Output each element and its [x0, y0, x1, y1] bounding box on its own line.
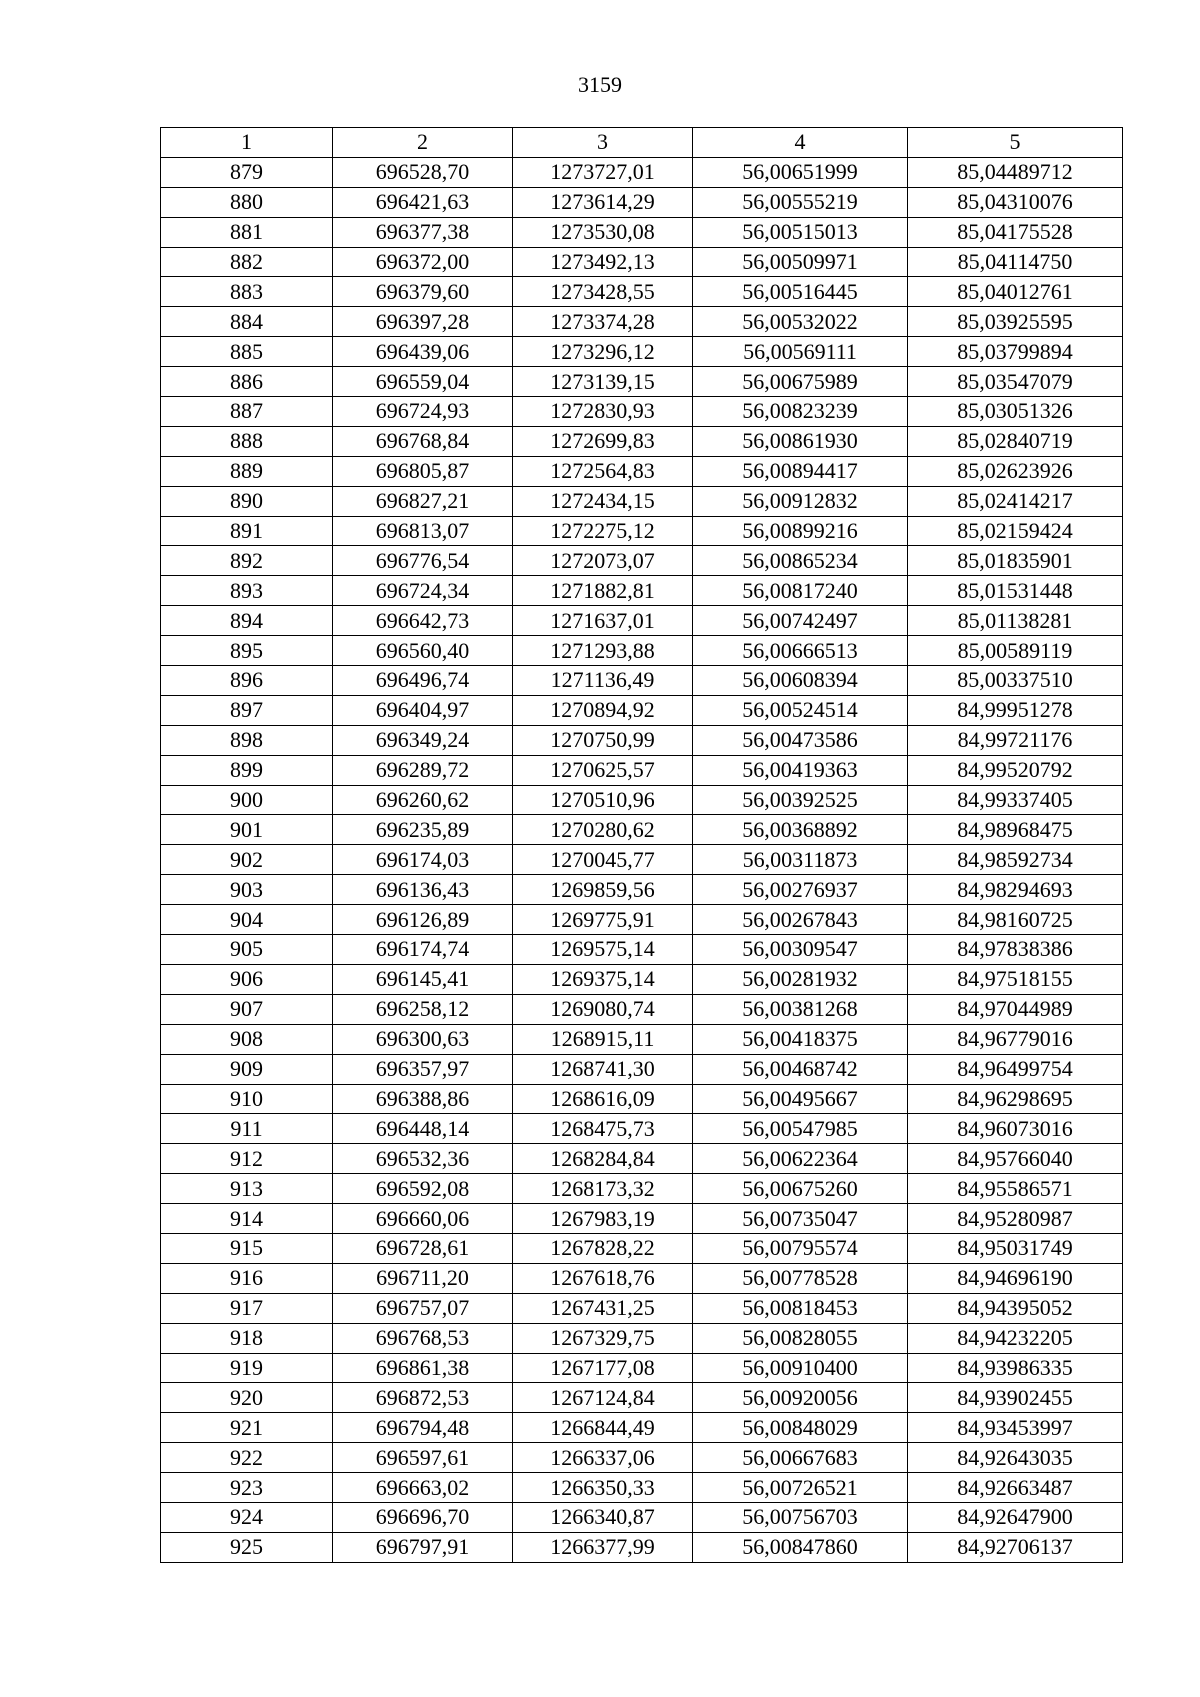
table-cell-col-4: 56,00418375 — [693, 1024, 908, 1054]
table-row — [161, 606, 1123, 636]
table-cell-col-1: 916 — [161, 1263, 333, 1293]
table-cell-col-5: 84,92647900 — [908, 1502, 1123, 1532]
table-cell-col-3: 1266337,06 — [513, 1443, 693, 1473]
table-row — [161, 1204, 1123, 1234]
table-cell-col-1: 924 — [161, 1502, 333, 1532]
table-cell-col-5: 84,93453997 — [908, 1413, 1123, 1443]
table-cell-col-5: 84,94696190 — [908, 1263, 1123, 1293]
table-row — [161, 725, 1123, 755]
table-cell-col-3: 1272564,83 — [513, 456, 693, 486]
table-cell-col-3: 1266340,87 — [513, 1502, 693, 1532]
table-cell-col-3: 1267124,84 — [513, 1383, 693, 1413]
table-cell-col-1: 910 — [161, 1084, 333, 1114]
table-cell-col-1: 922 — [161, 1443, 333, 1473]
table-cell-col-5: 85,02840719 — [908, 426, 1123, 456]
table-cell-col-5: 85,00589119 — [908, 636, 1123, 666]
table-cell-col-2: 696794,48 — [333, 1413, 513, 1443]
table-cell-col-2: 696861,38 — [333, 1353, 513, 1383]
table-cell-col-1: 914 — [161, 1204, 333, 1234]
table-cell-col-3: 1272830,93 — [513, 397, 693, 427]
table-cell-col-4: 56,00381268 — [693, 994, 908, 1024]
table-cell-col-4: 56,00281932 — [693, 964, 908, 994]
table-cell-col-4: 56,00848029 — [693, 1413, 908, 1443]
table-row — [161, 815, 1123, 845]
table-cell-col-2: 696136,43 — [333, 875, 513, 905]
table-row — [161, 217, 1123, 247]
table-cell-col-4: 56,00675260 — [693, 1174, 908, 1204]
table-cell-col-5: 84,98294693 — [908, 875, 1123, 905]
table-row — [161, 277, 1123, 307]
table-row — [161, 964, 1123, 994]
table-cell-col-4: 56,00547985 — [693, 1114, 908, 1144]
table-cell-col-5: 84,96779016 — [908, 1024, 1123, 1054]
table-cell-col-2: 696126,89 — [333, 905, 513, 935]
table-cell-col-3: 1269859,56 — [513, 875, 693, 905]
table-row — [161, 785, 1123, 815]
table-cell-col-4: 56,00861930 — [693, 426, 908, 456]
table-cell-col-1: 921 — [161, 1413, 333, 1443]
table-cell-col-3: 1270510,96 — [513, 785, 693, 815]
table-cell-col-5: 84,95586571 — [908, 1174, 1123, 1204]
table-cell-col-2: 696448,14 — [333, 1114, 513, 1144]
table-cell-col-3: 1272434,15 — [513, 486, 693, 516]
table-cell-col-5: 84,96298695 — [908, 1084, 1123, 1114]
table-row — [161, 1174, 1123, 1204]
table-row — [161, 247, 1123, 277]
table-cell-col-2: 696813,07 — [333, 516, 513, 546]
table-cell-col-4: 56,00817240 — [693, 576, 908, 606]
table-cell-col-2: 696439,06 — [333, 337, 513, 367]
table-cell-col-1: 899 — [161, 755, 333, 785]
table-cell-col-1: 915 — [161, 1233, 333, 1263]
table-cell-col-1: 897 — [161, 695, 333, 725]
table-row — [161, 1353, 1123, 1383]
table-cell-col-3: 1273428,55 — [513, 277, 693, 307]
column-header-5: 5 — [908, 128, 1123, 158]
table-cell-col-3: 1271293,88 — [513, 636, 693, 666]
table-row — [161, 1323, 1123, 1353]
table-cell-col-4: 56,00675989 — [693, 367, 908, 397]
table-cell-col-3: 1267329,75 — [513, 1323, 693, 1353]
table-cell-col-1: 894 — [161, 606, 333, 636]
table-cell-col-2: 696827,21 — [333, 486, 513, 516]
table-cell-col-2: 696660,06 — [333, 1204, 513, 1234]
table-row — [161, 576, 1123, 606]
table-cell-col-5: 85,01531448 — [908, 576, 1123, 606]
table-cell-col-1: 911 — [161, 1114, 333, 1144]
table-row — [161, 456, 1123, 486]
table-cell-col-5: 84,96073016 — [908, 1114, 1123, 1144]
table-cell-col-1: 901 — [161, 815, 333, 845]
table-cell-col-2: 696797,91 — [333, 1532, 513, 1562]
table-cell-col-4: 56,00495667 — [693, 1084, 908, 1114]
table-row — [161, 486, 1123, 516]
table-row — [161, 1473, 1123, 1503]
table-cell-col-2: 696768,53 — [333, 1323, 513, 1353]
table-row — [161, 397, 1123, 427]
table-cell-col-2: 696528,70 — [333, 157, 513, 187]
table-cell-col-4: 56,00912832 — [693, 486, 908, 516]
table-cell-col-3: 1268741,30 — [513, 1054, 693, 1084]
table-cell-col-5: 85,03799894 — [908, 337, 1123, 367]
table-cell-col-2: 696357,97 — [333, 1054, 513, 1084]
table-row — [161, 695, 1123, 725]
table-cell-col-4: 56,00795574 — [693, 1233, 908, 1263]
table-cell-col-3: 1269575,14 — [513, 935, 693, 965]
table-cell-col-1: 893 — [161, 576, 333, 606]
table-cell-col-2: 696532,36 — [333, 1144, 513, 1174]
table-cell-col-2: 696642,73 — [333, 606, 513, 636]
table-cell-col-1: 919 — [161, 1353, 333, 1383]
table-cell-col-4: 56,00524514 — [693, 695, 908, 725]
table-cell-col-1: 904 — [161, 905, 333, 935]
table-cell-col-3: 1271136,49 — [513, 666, 693, 696]
table-cell-col-2: 696560,40 — [333, 636, 513, 666]
table-row — [161, 516, 1123, 546]
table-cell-col-3: 1267828,22 — [513, 1233, 693, 1263]
table-row — [161, 875, 1123, 905]
table-row — [161, 546, 1123, 576]
column-header-3: 3 — [513, 128, 693, 158]
table-cell-col-4: 56,00899216 — [693, 516, 908, 546]
table-header — [161, 128, 1123, 158]
table-cell-col-4: 56,00468742 — [693, 1054, 908, 1084]
table-cell-col-2: 696260,62 — [333, 785, 513, 815]
table-cell-col-2: 696728,61 — [333, 1233, 513, 1263]
table-cell-col-4: 56,00894417 — [693, 456, 908, 486]
table-cell-col-4: 56,00778528 — [693, 1263, 908, 1293]
table-row — [161, 1443, 1123, 1473]
table-cell-col-1: 908 — [161, 1024, 333, 1054]
table-cell-col-3: 1269775,91 — [513, 905, 693, 935]
table-cell-col-4: 56,00756703 — [693, 1502, 908, 1532]
table-cell-col-1: 902 — [161, 845, 333, 875]
table-cell-col-2: 696768,84 — [333, 426, 513, 456]
table-row — [161, 1383, 1123, 1413]
table-cell-col-3: 1268284,84 — [513, 1144, 693, 1174]
table-cell-col-2: 696145,41 — [333, 964, 513, 994]
table-cell-col-2: 696421,63 — [333, 187, 513, 217]
table-cell-col-2: 696397,28 — [333, 307, 513, 337]
table-cell-col-4: 56,00368892 — [693, 815, 908, 845]
table-cell-col-4: 56,00267843 — [693, 905, 908, 935]
table-cell-col-2: 696597,61 — [333, 1443, 513, 1473]
table-cell-col-3: 1273727,01 — [513, 157, 693, 187]
table-cell-col-5: 84,98968475 — [908, 815, 1123, 845]
table-cell-col-5: 84,99520792 — [908, 755, 1123, 785]
table-cell-col-4: 56,00569111 — [693, 337, 908, 367]
table-cell-col-4: 56,00516445 — [693, 277, 908, 307]
table-cell-col-4: 56,00419363 — [693, 755, 908, 785]
table-cell-col-5: 84,94232205 — [908, 1323, 1123, 1353]
column-header-2: 2 — [333, 128, 513, 158]
table-cell-col-1: 885 — [161, 337, 333, 367]
table-row — [161, 367, 1123, 397]
table-cell-col-5: 84,92706137 — [908, 1532, 1123, 1562]
table-cell-col-4: 56,00667683 — [693, 1443, 908, 1473]
table-cell-col-3: 1268616,09 — [513, 1084, 693, 1114]
table-row — [161, 1293, 1123, 1323]
table-cell-col-5: 84,97044989 — [908, 994, 1123, 1024]
table-cell-col-3: 1268173,32 — [513, 1174, 693, 1204]
table-cell-col-1: 917 — [161, 1293, 333, 1323]
table-row — [161, 994, 1123, 1024]
table-cell-col-2: 696388,86 — [333, 1084, 513, 1114]
table-cell-col-4: 56,00828055 — [693, 1323, 908, 1353]
table-cell-col-4: 56,00515013 — [693, 217, 908, 247]
table-cell-col-2: 696592,08 — [333, 1174, 513, 1204]
table-cell-col-1: 895 — [161, 636, 333, 666]
table-cell-col-5: 85,02623926 — [908, 456, 1123, 486]
table-cell-col-3: 1273530,08 — [513, 217, 693, 247]
table-cell-col-5: 84,97518155 — [908, 964, 1123, 994]
table-cell-col-1: 890 — [161, 486, 333, 516]
table-cell-col-3: 1272275,12 — [513, 516, 693, 546]
table-cell-col-5: 85,04489712 — [908, 157, 1123, 187]
table-cell-col-1: 892 — [161, 546, 333, 576]
table-cell-col-5: 84,93902455 — [908, 1383, 1123, 1413]
table-cell-col-5: 85,04012761 — [908, 277, 1123, 307]
table-row — [161, 1413, 1123, 1443]
table-cell-col-5: 85,01835901 — [908, 546, 1123, 576]
table-row — [161, 666, 1123, 696]
table-cell-col-4: 56,00726521 — [693, 1473, 908, 1503]
table-cell-col-5: 84,99337405 — [908, 785, 1123, 815]
table-row — [161, 1263, 1123, 1293]
table-cell-col-2: 696805,87 — [333, 456, 513, 486]
table-row — [161, 1024, 1123, 1054]
table-cell-col-4: 56,00920056 — [693, 1383, 908, 1413]
table-cell-col-2: 696696,70 — [333, 1502, 513, 1532]
table-cell-col-1: 883 — [161, 277, 333, 307]
table-cell-col-1: 906 — [161, 964, 333, 994]
table-cell-col-4: 56,00847860 — [693, 1532, 908, 1562]
table-row — [161, 1532, 1123, 1562]
table-cell-col-2: 696235,89 — [333, 815, 513, 845]
table-row — [161, 426, 1123, 456]
table-cell-col-3: 1266350,33 — [513, 1473, 693, 1503]
table-row — [161, 337, 1123, 367]
table-cell-col-2: 696174,74 — [333, 935, 513, 965]
table-cell-col-3: 1268915,11 — [513, 1024, 693, 1054]
table-cell-col-3: 1267177,08 — [513, 1353, 693, 1383]
table-cell-col-5: 85,02159424 — [908, 516, 1123, 546]
table-cell-col-4: 56,00608394 — [693, 666, 908, 696]
table-cell-col-4: 56,00392525 — [693, 785, 908, 815]
column-header-1: 1 — [161, 128, 333, 158]
table-cell-col-5: 84,95280987 — [908, 1204, 1123, 1234]
table-cell-col-2: 696776,54 — [333, 546, 513, 576]
table-cell-col-4: 56,00473586 — [693, 725, 908, 755]
table-cell-col-3: 1268475,73 — [513, 1114, 693, 1144]
table-row — [161, 1114, 1123, 1144]
table-cell-col-1: 888 — [161, 426, 333, 456]
table-cell-col-1: 903 — [161, 875, 333, 905]
table-cell-col-2: 696258,12 — [333, 994, 513, 1024]
table-cell-col-5: 84,96499754 — [908, 1054, 1123, 1084]
table-body — [161, 157, 1123, 1562]
table-cell-col-4: 56,00276937 — [693, 875, 908, 905]
table-row — [161, 755, 1123, 785]
table-cell-col-2: 696174,03 — [333, 845, 513, 875]
table-cell-col-5: 84,95031749 — [908, 1233, 1123, 1263]
table-cell-col-4: 56,00311873 — [693, 845, 908, 875]
table-row — [161, 1233, 1123, 1263]
table-row — [161, 845, 1123, 875]
table-row — [161, 1084, 1123, 1114]
table-row — [161, 1502, 1123, 1532]
table-cell-col-3: 1272699,83 — [513, 426, 693, 456]
table-cell-col-3: 1270625,57 — [513, 755, 693, 785]
table-cell-col-1: 909 — [161, 1054, 333, 1084]
table-cell-col-3: 1270280,62 — [513, 815, 693, 845]
table-cell-col-3: 1271637,01 — [513, 606, 693, 636]
table-cell-col-2: 696300,63 — [333, 1024, 513, 1054]
table-cell-col-2: 696379,60 — [333, 277, 513, 307]
table-cell-col-2: 696372,00 — [333, 247, 513, 277]
table-cell-col-5: 85,01138281 — [908, 606, 1123, 636]
table-cell-col-4: 56,00818453 — [693, 1293, 908, 1323]
table-cell-col-1: 884 — [161, 307, 333, 337]
table-row — [161, 935, 1123, 965]
table-cell-col-1: 905 — [161, 935, 333, 965]
table-cell-col-1: 881 — [161, 217, 333, 247]
table-row — [161, 157, 1123, 187]
table-cell-col-5: 85,04310076 — [908, 187, 1123, 217]
table-cell-col-5: 84,95766040 — [908, 1144, 1123, 1174]
table-cell-col-2: 696496,74 — [333, 666, 513, 696]
table-cell-col-3: 1273614,29 — [513, 187, 693, 217]
table-cell-col-3: 1267618,76 — [513, 1263, 693, 1293]
table-row — [161, 1054, 1123, 1084]
table-cell-col-3: 1269080,74 — [513, 994, 693, 1024]
table-cell-col-5: 84,94395052 — [908, 1293, 1123, 1323]
table-cell-col-4: 56,00622364 — [693, 1144, 908, 1174]
table-cell-col-1: 889 — [161, 456, 333, 486]
table-row — [161, 636, 1123, 666]
table-cell-col-4: 56,00823239 — [693, 397, 908, 427]
header-row — [161, 128, 1123, 158]
table-cell-col-3: 1270894,92 — [513, 695, 693, 725]
table-cell-col-4: 56,00742497 — [693, 606, 908, 636]
table-cell-col-1: 886 — [161, 367, 333, 397]
table-cell-col-1: 891 — [161, 516, 333, 546]
table-cell-col-1: 900 — [161, 785, 333, 815]
table-cell-col-2: 696663,02 — [333, 1473, 513, 1503]
table-cell-col-2: 696377,38 — [333, 217, 513, 247]
table-cell-col-5: 85,04175528 — [908, 217, 1123, 247]
table-cell-col-5: 84,97838386 — [908, 935, 1123, 965]
table-cell-col-5: 85,03051326 — [908, 397, 1123, 427]
table-cell-col-5: 85,03925595 — [908, 307, 1123, 337]
table-cell-col-2: 696757,07 — [333, 1293, 513, 1323]
table-cell-col-1: 920 — [161, 1383, 333, 1413]
table-cell-col-1: 879 — [161, 157, 333, 187]
table-cell-col-3: 1267431,25 — [513, 1293, 693, 1323]
page-number: 3159 — [578, 72, 622, 97]
table-cell-col-4: 56,00509971 — [693, 247, 908, 277]
table-cell-col-1: 907 — [161, 994, 333, 1024]
table-cell-col-1: 898 — [161, 725, 333, 755]
table-cell-col-2: 696724,93 — [333, 397, 513, 427]
table-cell-col-3: 1270750,99 — [513, 725, 693, 755]
table-cell-col-5: 84,92643035 — [908, 1443, 1123, 1473]
table-cell-col-4: 56,00651999 — [693, 157, 908, 187]
table-cell-col-3: 1266844,49 — [513, 1413, 693, 1443]
table-cell-col-2: 696289,72 — [333, 755, 513, 785]
table-cell-col-1: 923 — [161, 1473, 333, 1503]
table-cell-col-3: 1267983,19 — [513, 1204, 693, 1234]
table-cell-col-5: 85,04114750 — [908, 247, 1123, 277]
table-row — [161, 1144, 1123, 1174]
table-cell-col-1: 925 — [161, 1532, 333, 1562]
table-cell-col-5: 84,92663487 — [908, 1473, 1123, 1503]
table-cell-col-5: 84,99951278 — [908, 695, 1123, 725]
table-cell-col-4: 56,00555219 — [693, 187, 908, 217]
table-row — [161, 187, 1123, 217]
table-cell-col-1: 912 — [161, 1144, 333, 1174]
table-cell-col-5: 85,03547079 — [908, 367, 1123, 397]
table-cell-col-2: 696349,24 — [333, 725, 513, 755]
table-cell-col-4: 56,00735047 — [693, 1204, 908, 1234]
table-cell-col-4: 56,00309547 — [693, 935, 908, 965]
table-cell-col-4: 56,00865234 — [693, 546, 908, 576]
coordinates-table — [160, 127, 1123, 1563]
table-cell-col-5: 85,00337510 — [908, 666, 1123, 696]
table-cell-col-2: 696711,20 — [333, 1263, 513, 1293]
table-cell-col-3: 1273374,28 — [513, 307, 693, 337]
table-cell-col-1: 880 — [161, 187, 333, 217]
table-cell-col-1: 896 — [161, 666, 333, 696]
table-cell-col-1: 887 — [161, 397, 333, 427]
table-cell-col-3: 1272073,07 — [513, 546, 693, 576]
table-cell-col-2: 696724,34 — [333, 576, 513, 606]
table-cell-col-4: 56,00910400 — [693, 1353, 908, 1383]
table-cell-col-2: 696559,04 — [333, 367, 513, 397]
table-cell-col-1: 913 — [161, 1174, 333, 1204]
table-cell-col-1: 882 — [161, 247, 333, 277]
table-cell-col-1: 918 — [161, 1323, 333, 1353]
column-header-4: 4 — [693, 128, 908, 158]
table-cell-col-3: 1273492,13 — [513, 247, 693, 277]
table-row — [161, 307, 1123, 337]
table-cell-col-3: 1269375,14 — [513, 964, 693, 994]
table-cell-col-2: 696872,53 — [333, 1383, 513, 1413]
table-cell-col-3: 1270045,77 — [513, 845, 693, 875]
table-cell-col-5: 84,98592734 — [908, 845, 1123, 875]
table-cell-col-3: 1271882,81 — [513, 576, 693, 606]
table-cell-col-3: 1273139,15 — [513, 367, 693, 397]
table-cell-col-5: 84,99721176 — [908, 725, 1123, 755]
table-cell-col-5: 85,02414217 — [908, 486, 1123, 516]
table-cell-col-3: 1266377,99 — [513, 1532, 693, 1562]
table-cell-col-4: 56,00666513 — [693, 636, 908, 666]
table-cell-col-3: 1273296,12 — [513, 337, 693, 367]
table-cell-col-5: 84,93986335 — [908, 1353, 1123, 1383]
table-row — [161, 905, 1123, 935]
table-cell-col-2: 696404,97 — [333, 695, 513, 725]
table-cell-col-5: 84,98160725 — [908, 905, 1123, 935]
table-cell-col-4: 56,00532022 — [693, 307, 908, 337]
